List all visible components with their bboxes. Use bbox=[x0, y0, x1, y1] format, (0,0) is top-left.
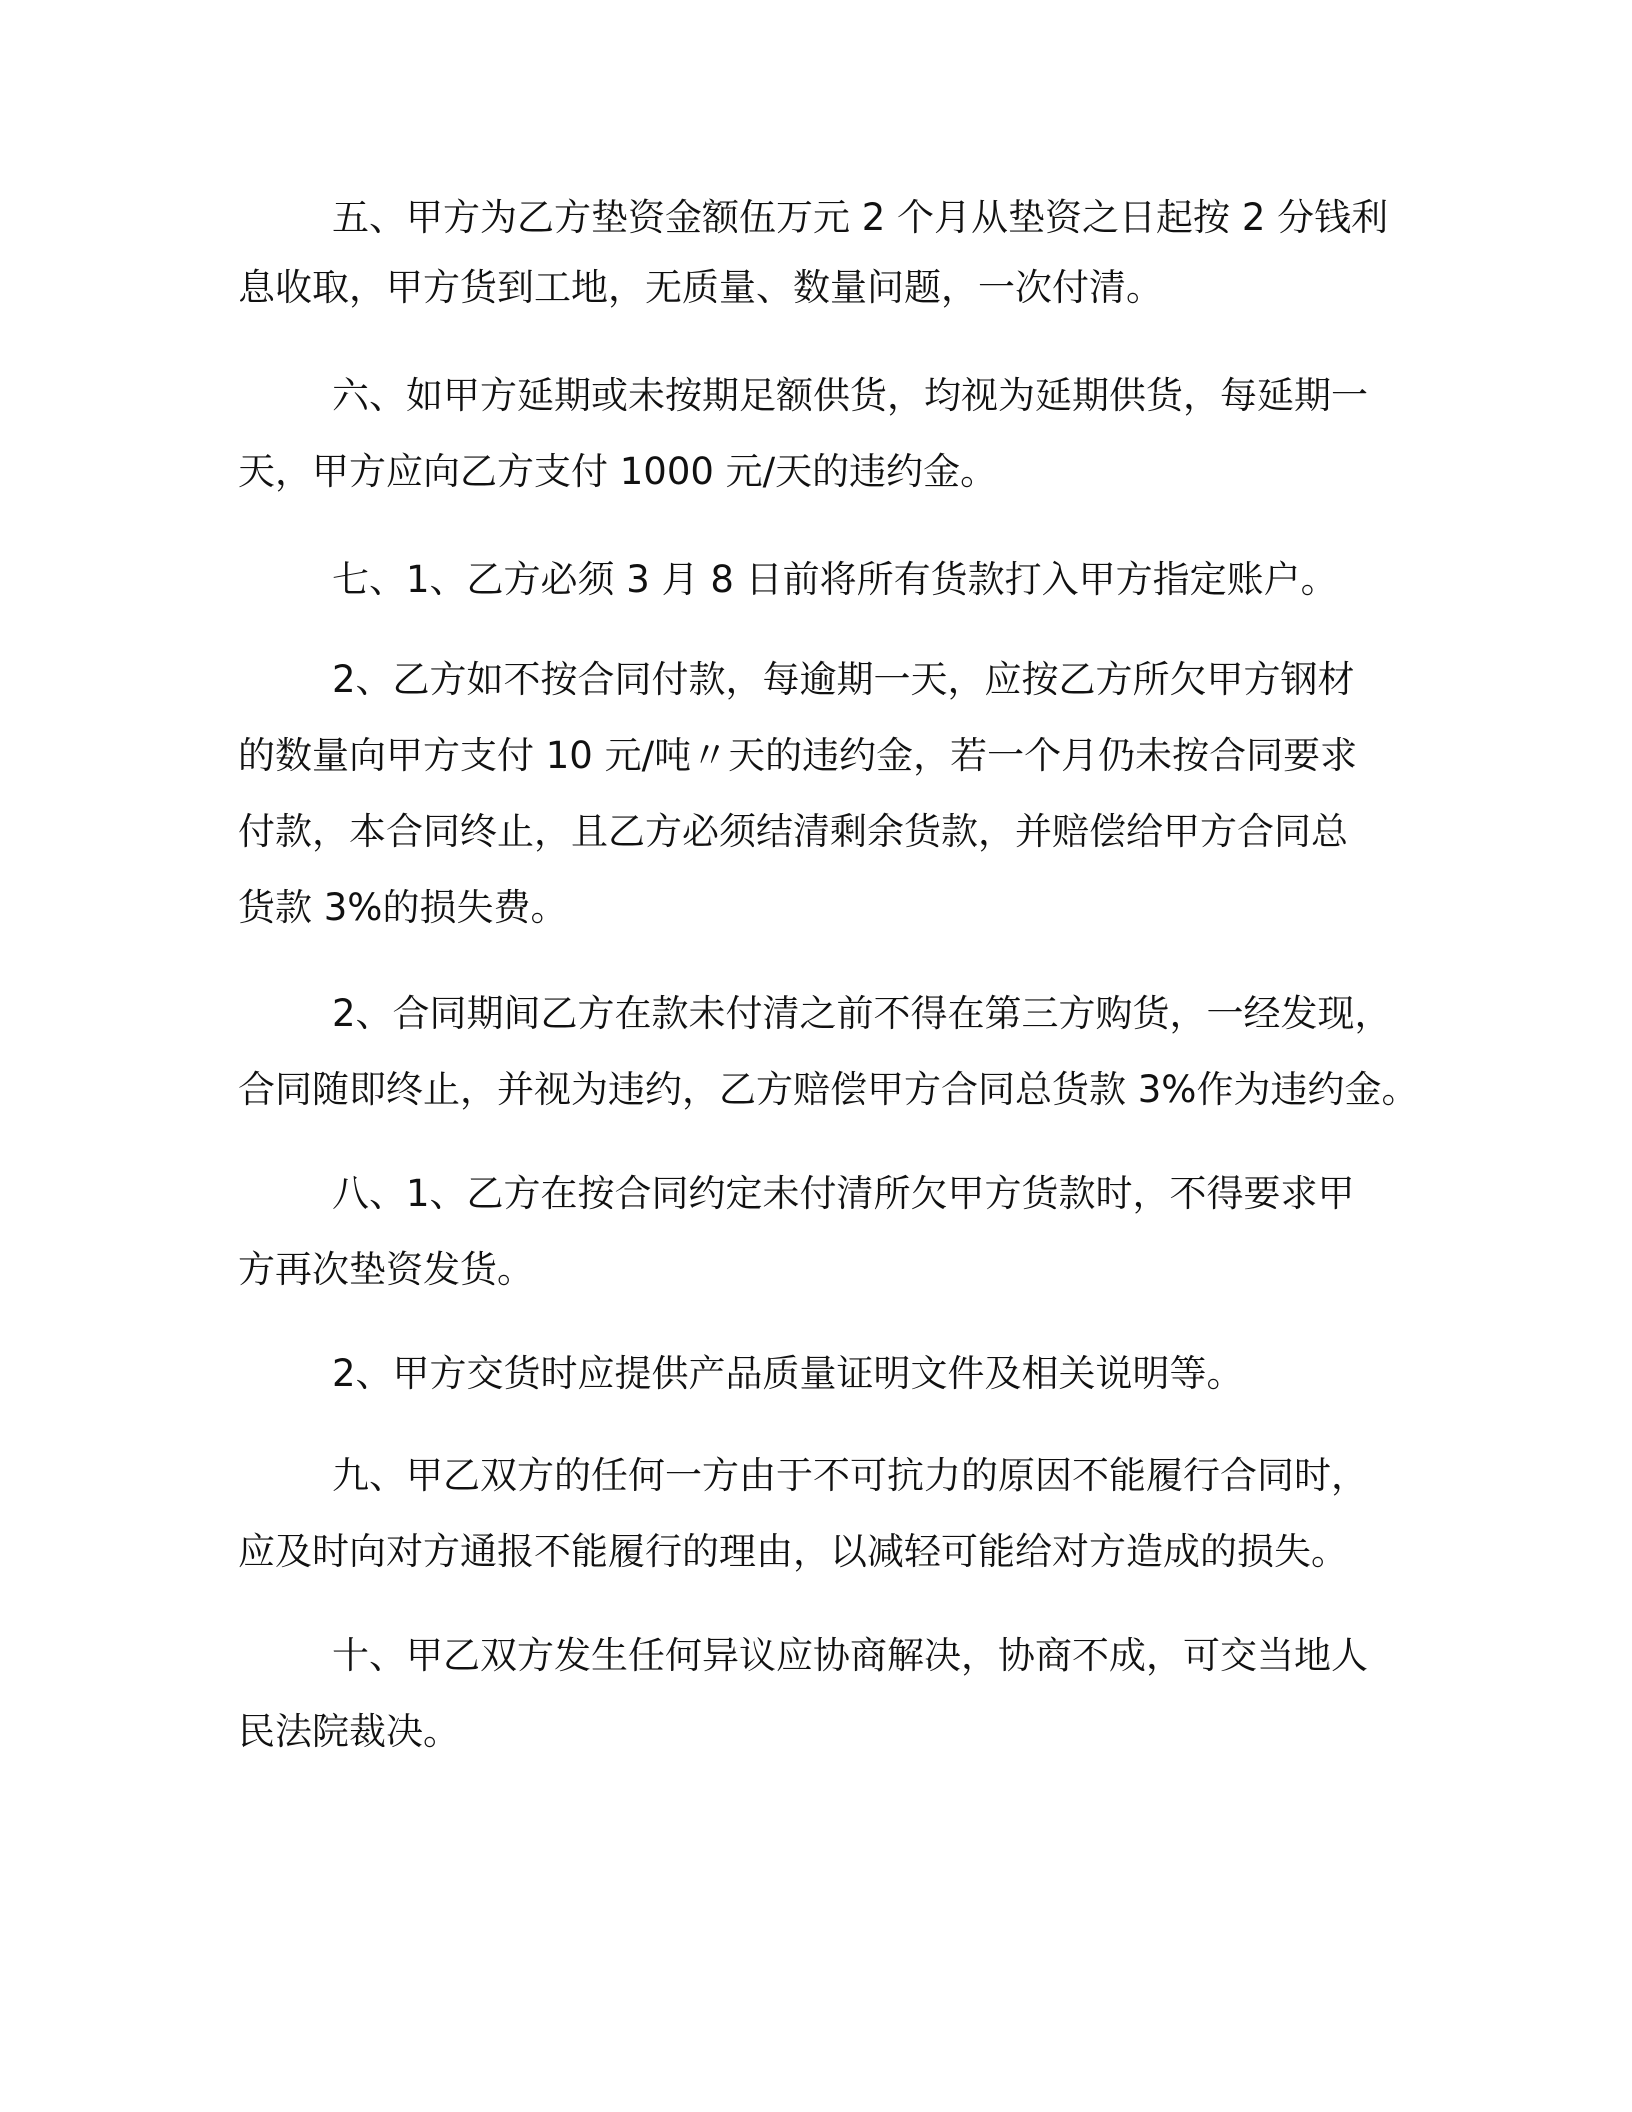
clause-5-line-1: 五、甲方为乙方垫资金额伍万元 2 个月从垫资之日起按 2 分钱利 bbox=[332, 196, 1389, 239]
clause-9-line-2: 应及时向对方通报不能履行的理由，以减轻可能给对方造成的损失。 bbox=[238, 1530, 1348, 1573]
clause-6-line-2: 天，甲方应向乙方支付 1000 元/天的违约金。 bbox=[238, 450, 998, 493]
clause-5-line-2: 息收取，甲方货到工地，无质量、数量问题，一次付清。 bbox=[238, 266, 1163, 309]
clause-7-2-line-1: 2、乙方如不按合同付款，每逾期一天，应按乙方所欠甲方钢材 bbox=[332, 658, 1355, 701]
clause-7-3-line-2: 合同随即终止，并视为违约，乙方赔偿甲方合同总货款 3%作为违约金。 bbox=[238, 1068, 1419, 1111]
clause-10-line-2: 民法院裁决。 bbox=[238, 1710, 460, 1753]
clause-8-1-line-2: 方再次垫资发货。 bbox=[238, 1248, 534, 1291]
clause-7-2-line-2: 的数量向甲方支付 10 元/吨〃天的违约金，若一个月仍未按合同要求 bbox=[238, 734, 1358, 777]
clause-7-3-line-1: 2、合同期间乙方在款未付清之前不得在第三方购货，一经发现， bbox=[332, 992, 1392, 1035]
clause-9-line-1: 九、甲乙双方的任何一方由于不可抗力的原因不能履行合同时， bbox=[332, 1454, 1368, 1497]
clause-8-1-line-1: 八、1、乙方在按合同约定未付清所欠甲方货款时，不得要求甲 bbox=[332, 1172, 1355, 1215]
clause-8-2-line-1: 2、甲方交货时应提供产品质量证明文件及相关说明等。 bbox=[332, 1352, 1244, 1395]
clause-7-1-line-1: 七、1、乙方必须 3 月 8 日前将所有货款打入甲方指定账户。 bbox=[332, 558, 1338, 601]
clause-7-2-line-4: 货款 3%的损失费。 bbox=[238, 886, 568, 929]
clause-7-2-line-3: 付款，本合同终止，且乙方必须结清剩余货款，并赔偿给甲方合同总 bbox=[238, 810, 1348, 853]
clause-10-line-1: 十、甲乙双方发生任何异议应协商解决，协商不成，可交当地人 bbox=[332, 1634, 1368, 1677]
clause-6-line-1: 六、如甲方延期或未按期足额供货，均视为延期供货，每延期一 bbox=[332, 374, 1368, 417]
